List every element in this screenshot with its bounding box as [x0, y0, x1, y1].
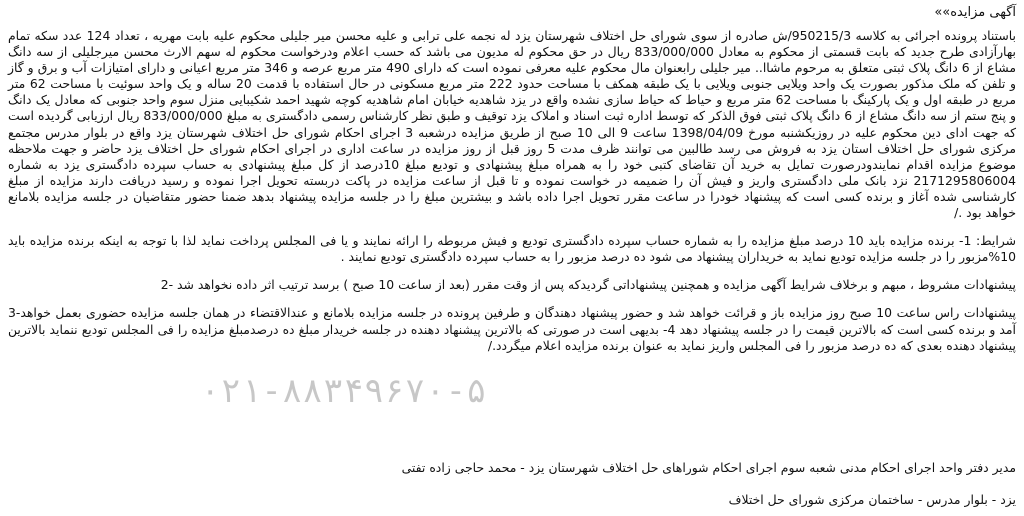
condition-3-4-paragraph: پیشنهادات راس ساعت 10 صبح روز مزایده باز و قرائت خواهد شد و حضور پیشنهاد دهندگان و طرفین پرونده در جلسه مزایده بلامانع و عندالاقتضاء در همان جلسه مزایده حضوری بعمل خواهد-3 آمد و برنده کسی است که بالاترین قیمت را در جلسه پیشنهاد دهد 4- بدیهی است در صورتی که بالاترین پیشنهاد دهنده در جلسه خریدار مبلغ ده درصدمبلغ مزایده را فی المجلس تودیع ننماید بالاترین پیشنهاد دهنده بعدی که ده درصد مزبور را فی المجلس واریز نماید به عنوان برنده مزایده اعلام میگردد./	[8, 305, 1017, 353]
signature-address: یزد - بلوار مدرس - ساختمان مرکزی شورای حل اختلاف	[728, 492, 1016, 507]
phone-watermark: ۰۲۱-۸۸۳۴۹۶۷۰-۵	[200, 371, 487, 411]
notice-title: آگهی مزایده»»	[934, 5, 1016, 20]
auction-notice	[8, 4, 1016, 512]
signature-officer: مدیر دفتر واحد اجرای احکام مدنی شعبه سوم اجرای احکام شوراهای حل اختلاف شهرستان یزد - محمد حاجی زاده تفتی	[401, 460, 1016, 475]
conditions-paragraph: شرایط: 1- برنده مزایده باید 10 درصد مبلغ مزایده را به شماره حساب سپرده دادگستری تودیع و فیش مربوطه را ارائه نمایند و یا فی المجلس پرداخت نماید لذا با توجه به اینکه برنده مزایده باید 10%مزبور را در جلسه مزایده تودیع نماید به خریداران پیشنهاد می شود ده درصد مزبور را به حساب سپرده دادگستری تودیع نمایند .	[8, 233, 1016, 265]
condition-2-paragraph: پیشنهادات مشروط ، مبهم و برخلاف شرایط آگهی مزایده و همچنین پیشنهاداتی گردیدکه پس از وقت مقرر (بعد از ساعت 10 صبح ) برسد ترتیب اثر داده نخواهد شد -2	[160, 277, 1016, 293]
notice-body-paragraph: باستناد پرونده اجرائی به کلاسه 950215/3/ش صادره از سوی شورای حل اختلاف شهرستان یزد له نجمه علی ترابی و علیه محسن میر جلیلی محکوم علیه بابت مهریه ، تعداد 124 عدد سکه تمام بهارآزادی طرح جدید که بابت قسمتی از محکوم به معادل 833/000/000 ریال در حق محکوم له مدیون می باشد که حسب اعلام ودرخواست محکوم له سهم الارث محسن میرجلیلی از سه دانگ مشاع از 6 دانگ پلاک ثبتی متعلق به مرحوم ماشاا.. میر جلیلی رابعنوان مال محکوم علیه معرفی نموده است که دارای 490 متر مربع عرصه و 346 متر مربع اعیانی و دارای امتیازات آب و برق و گاز و تلفن که ملک مذکور بصورت یک واحد ویلایی جنوبی ویلایی با یک طبقه همکف با مساحت حدود 222 متر مربع مسکونی در حال استفاده با قدمت 20 ساله و یک واحد سوئیت با مساحت 62 متر مربع در طبقه اول و یک پارکینگ با مساحت 62 متر مربع و حیاط که حیاط سازی نشده واقع در یزد شاهدیه خیابان امام شاهدیه کوچه شهید احمد شکیبایی منزل سوم واحد جنوبی که معادل یک دانگ و پنج ستم از سه دانگ مشاع از 6 دانگ پلاک ثبتی فوق الذکر که توسط اداره ثبت اسناد و املاک یزد توقیف و طبق نظر کارشناس رسمی دادگستری به مبلغ 833/000/000 ریال ارزیابی گردیده است که جهت ادای دین محکوم علیه در روزیکشنبه مورخ 1398/04/09 ساعت 9 الی 10 صبح از طریق مزایده درشعبه 3 اجرای احکام شورای حل اختلاف شهرستان یزد واقع در بلوار مدرس مجتمع مرکزی شورای حل اختلاف استان یزد به فروش می رسد طالبین می توانند ظرف مدت 5 روز قبل از روز مزایده در ساعت اداری در اجرای احکام شورای حل اختلاف یزد حاضر و جهت ملاحظه موضوع مزایده اقدام نمایندودرصورت تمایل به خرید آن تقاضای کتبی خود را به همراه مبلغ پیشنهادی و تودیع مبلغ 10درصد از کل مبلغ پیشنهادی به حساب سپرده دادگستری یزد به شماره 2171295806004 نزد بانک ملی دادگستری واریز و فیش آن را ضمیمه در خواست نموده و تا قبل از ساعت مزایده در پاکت دربسته تحویل اجرا نموده و رسید دریافت دارند مزایده از مبلغ کارشناسی شده آغاز و برنده کسی است که پیشنهاد خودرا در ساعت مقرر تحویل اجرا داده باشد و بیشترین مبلغ را در جلسه مزایده پیشنهاد بدهد ضمنا حضور متقاضیان در جلسه مزایده بلامانع خواهد بود ./	[8, 28, 1016, 221]
